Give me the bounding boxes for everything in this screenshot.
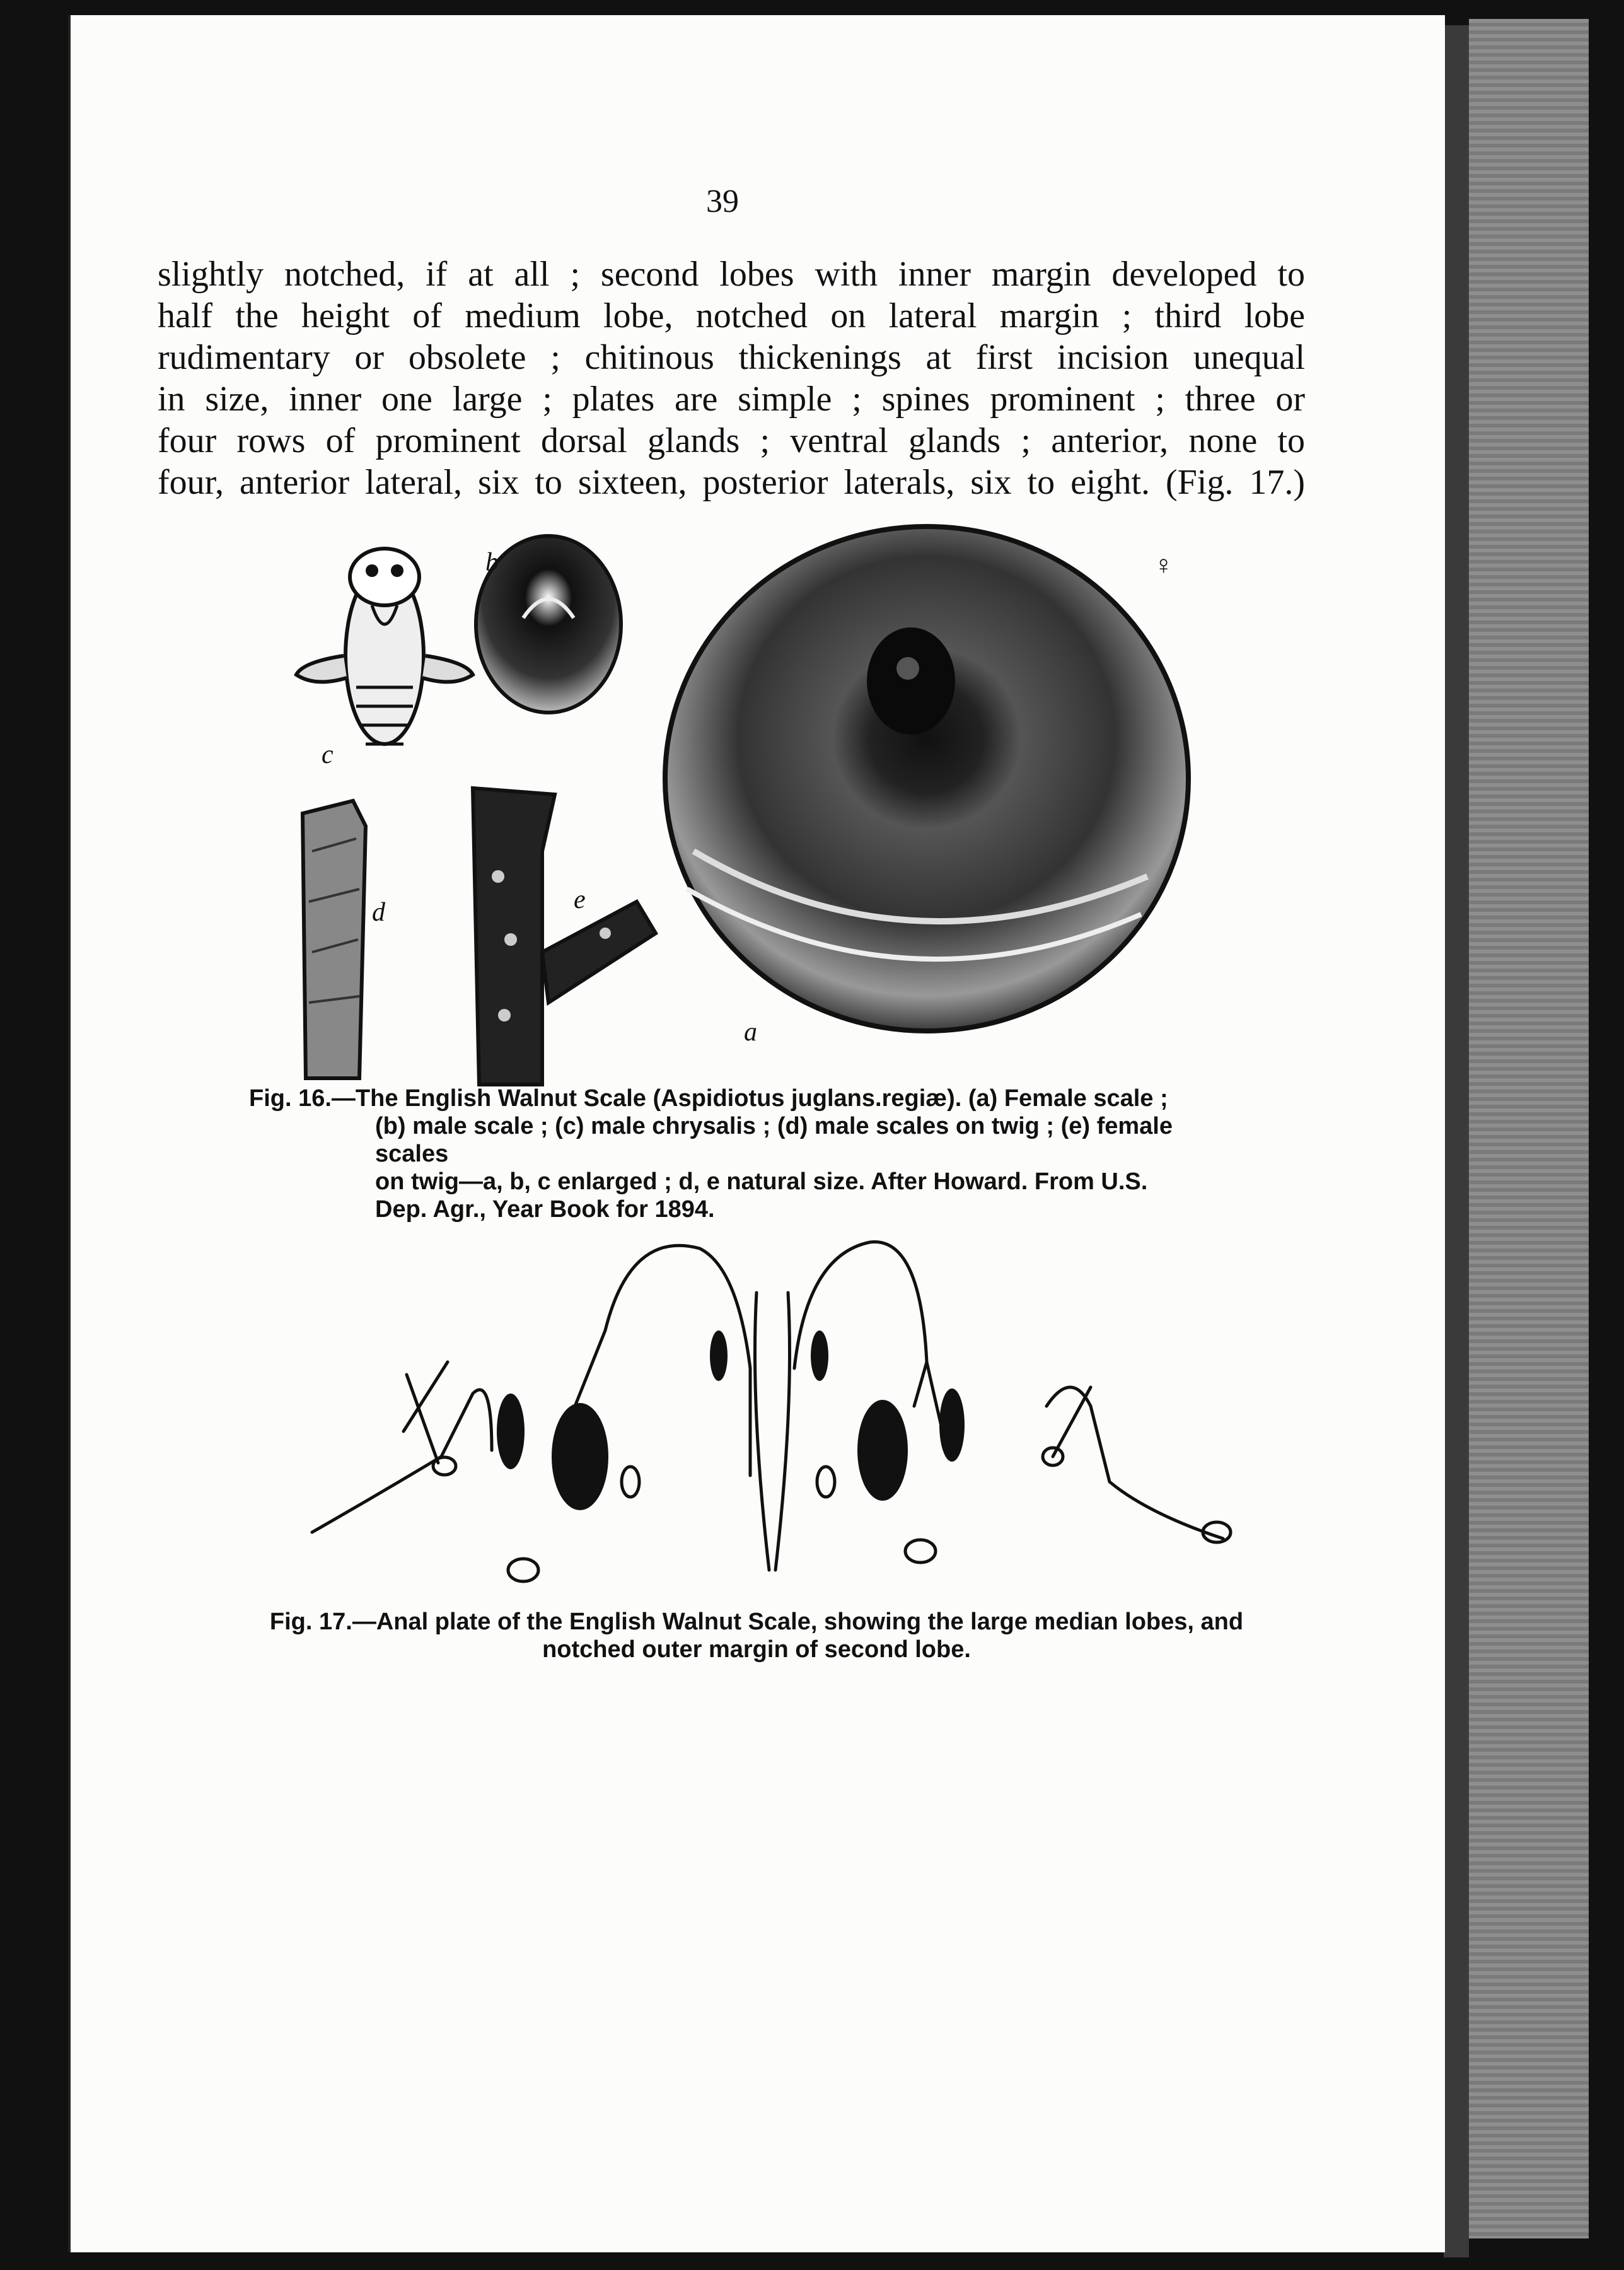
- right-spine: [1053, 1387, 1091, 1457]
- median-incision: [755, 1293, 790, 1570]
- book-spine-shadow: [1444, 25, 1469, 2257]
- male-chrysalis-drawing: [296, 549, 473, 744]
- body-line: rudimentary or obsolete ; chitinous thickenings at first incision unequal: [158, 338, 1305, 377]
- figure-17-illustration: [252, 1217, 1286, 1602]
- caption-line: Fig. 17.—Anal plate of the English Walnut Scale, showing the large median lobes, and: [269, 1609, 1244, 1635]
- caption-line: Dep. Agr., Year Book for 1894.: [375, 1196, 715, 1223]
- female-scale-drawing: [665, 527, 1188, 1031]
- right-outer-margin: [1047, 1387, 1223, 1539]
- label-female: ♀: [1154, 551, 1174, 580]
- body-line: slightly notched, if at all ; second lobes with inner margin developed to: [158, 255, 1305, 294]
- label-c: c: [322, 740, 334, 769]
- caption-line: notched outer margin of second lobe.: [542, 1636, 971, 1663]
- chitinous-thickenings: [497, 1330, 965, 1510]
- label-d: d: [372, 898, 385, 927]
- figure-16-illustration: [277, 498, 1210, 1097]
- page-number: 39: [706, 183, 739, 219]
- body-line: four, anterior lateral, six to sixteen, posterior laterals, six to eight. (Fig. 17.): [158, 463, 1305, 502]
- caption-line: on twig—a, b, c enlarged ; d, e natural size. After Howard. From U.S.: [375, 1168, 1148, 1195]
- caption-line: (b) male scale ; (c) male chrysalis ; (d) male scales on twig ; (e) female scales: [375, 1113, 1173, 1167]
- body-line: in size, inner one large ; plates are simple ; spines prominent ; three or: [158, 380, 1305, 419]
- left-outer-margin: [312, 1390, 492, 1532]
- label-a: a: [744, 1018, 757, 1047]
- left-median-lobe: [605, 1245, 750, 1476]
- right-median-lobe: [794, 1242, 927, 1406]
- label-b: b: [485, 548, 499, 577]
- body-paragraph: [158, 253, 1305, 503]
- left-spine: [403, 1362, 448, 1463]
- twig-e-drawing: [473, 788, 656, 1085]
- book-cover-edge: [1469, 19, 1589, 2238]
- figure-17-caption: [233, 1608, 1280, 1663]
- figure-16-caption: [249, 1085, 1251, 1223]
- body-line: half the height of medium lobe, notched on lateral margin ; third lobe: [158, 296, 1305, 335]
- body-line: four rows of prominent dorsal glands ; ventral glands ; anterior, none to: [158, 421, 1305, 460]
- label-e: e: [574, 885, 586, 914]
- caption-line: Fig. 16.—The English Walnut Scale (Aspidiotus juglans.regiæ). (a) Female scale ;: [249, 1085, 1168, 1112]
- twig-d-drawing: [303, 801, 366, 1078]
